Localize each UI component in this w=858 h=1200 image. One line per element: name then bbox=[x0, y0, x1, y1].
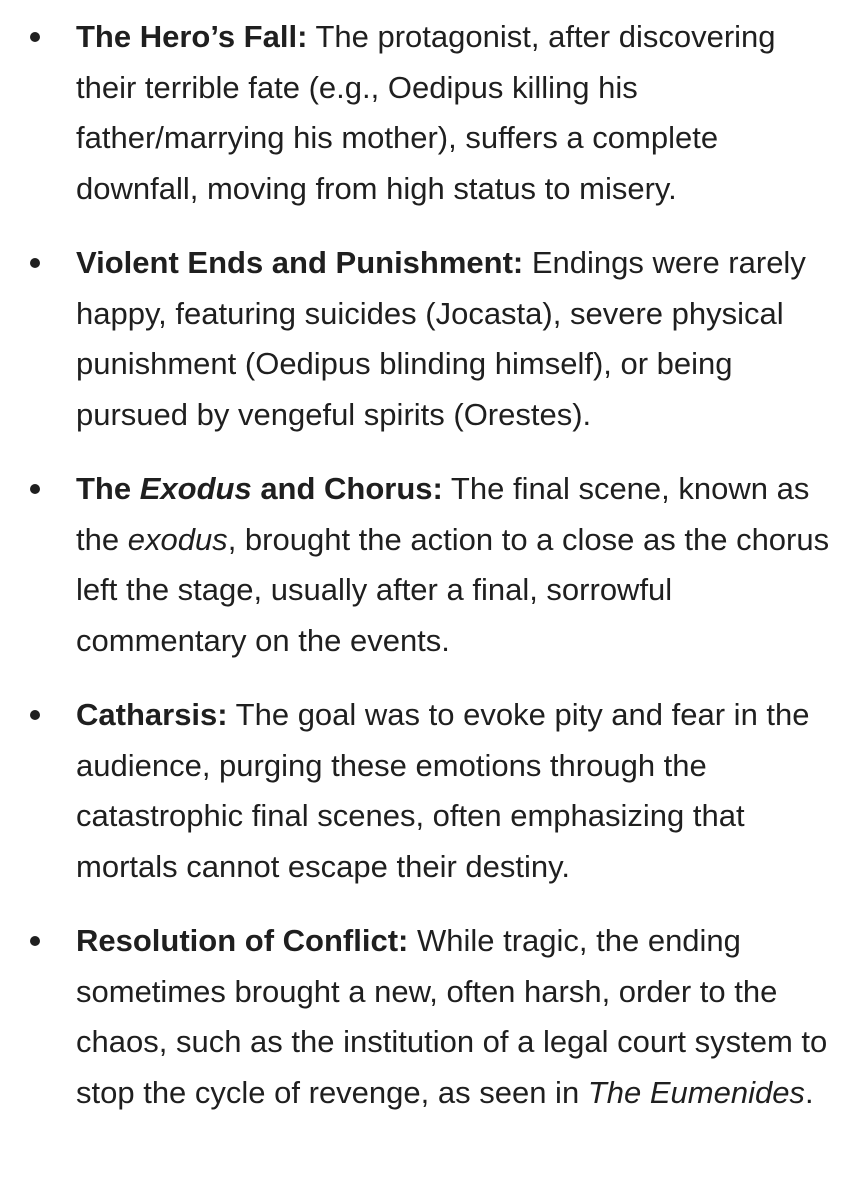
list-item-heros-fall bbox=[0, 12, 858, 214]
item-term-suffix: and Chorus: bbox=[251, 471, 443, 506]
item-term: Violent Ends and Punishment: bbox=[76, 245, 524, 280]
bullet-dot-icon bbox=[30, 258, 40, 268]
item-text-suffix: . bbox=[804, 1074, 814, 1110]
list-item-violent-ends bbox=[0, 238, 858, 440]
item-text: While tragic, the ending sometimes brought a new, often harsh, order to the chaos, such as the institution of a legal court system to stop the cycle of revenge, as seen in bbox=[76, 923, 828, 1110]
item-term-emphasis: Exodus bbox=[139, 471, 252, 506]
item-text-emphasis: exodus bbox=[127, 521, 228, 557]
bullet-dot-icon bbox=[30, 936, 40, 946]
item-term-prefix: The bbox=[76, 471, 140, 506]
bullet-dot-icon bbox=[30, 32, 40, 42]
item-text-emphasis: The Eumenides bbox=[587, 1074, 805, 1110]
list-item-catharsis bbox=[0, 690, 858, 892]
item-term: Catharsis: bbox=[76, 697, 228, 732]
item-text-prefix: The final scene, known as the bbox=[76, 471, 810, 557]
item-term bbox=[76, 471, 443, 506]
bullet-list bbox=[0, 12, 858, 1118]
list-item-resolution bbox=[0, 916, 858, 1118]
bullet-dot-icon bbox=[30, 484, 40, 494]
item-text: Endings were rarely happy, featuring suicides (Jocasta), severe physical punishment (Oedipus blinding himself), or being pursued by vengeful spirits (Orestes). bbox=[76, 245, 806, 432]
list-item-exodus-chorus bbox=[0, 464, 858, 666]
item-text: The goal was to evoke pity and fear in the audience, purging these emotions through the catastrophic final scenes, often emphasizing that mortals cannot escape their destiny. bbox=[76, 697, 810, 884]
bullet-dot-icon bbox=[30, 710, 40, 720]
item-term: Resolution of Conflict: bbox=[76, 923, 409, 958]
item-text-suffix: , brought the action to a close as the chorus left the stage, usually after a final, sorrowful commentary on the events. bbox=[76, 521, 830, 658]
item-term: The Hero’s Fall: bbox=[76, 19, 308, 54]
item-text: The protagonist, after discovering their terrible fate (e.g., Oedipus killing his father/marrying his mother), suffers a complete downfall, moving from high status to misery. bbox=[76, 19, 776, 206]
